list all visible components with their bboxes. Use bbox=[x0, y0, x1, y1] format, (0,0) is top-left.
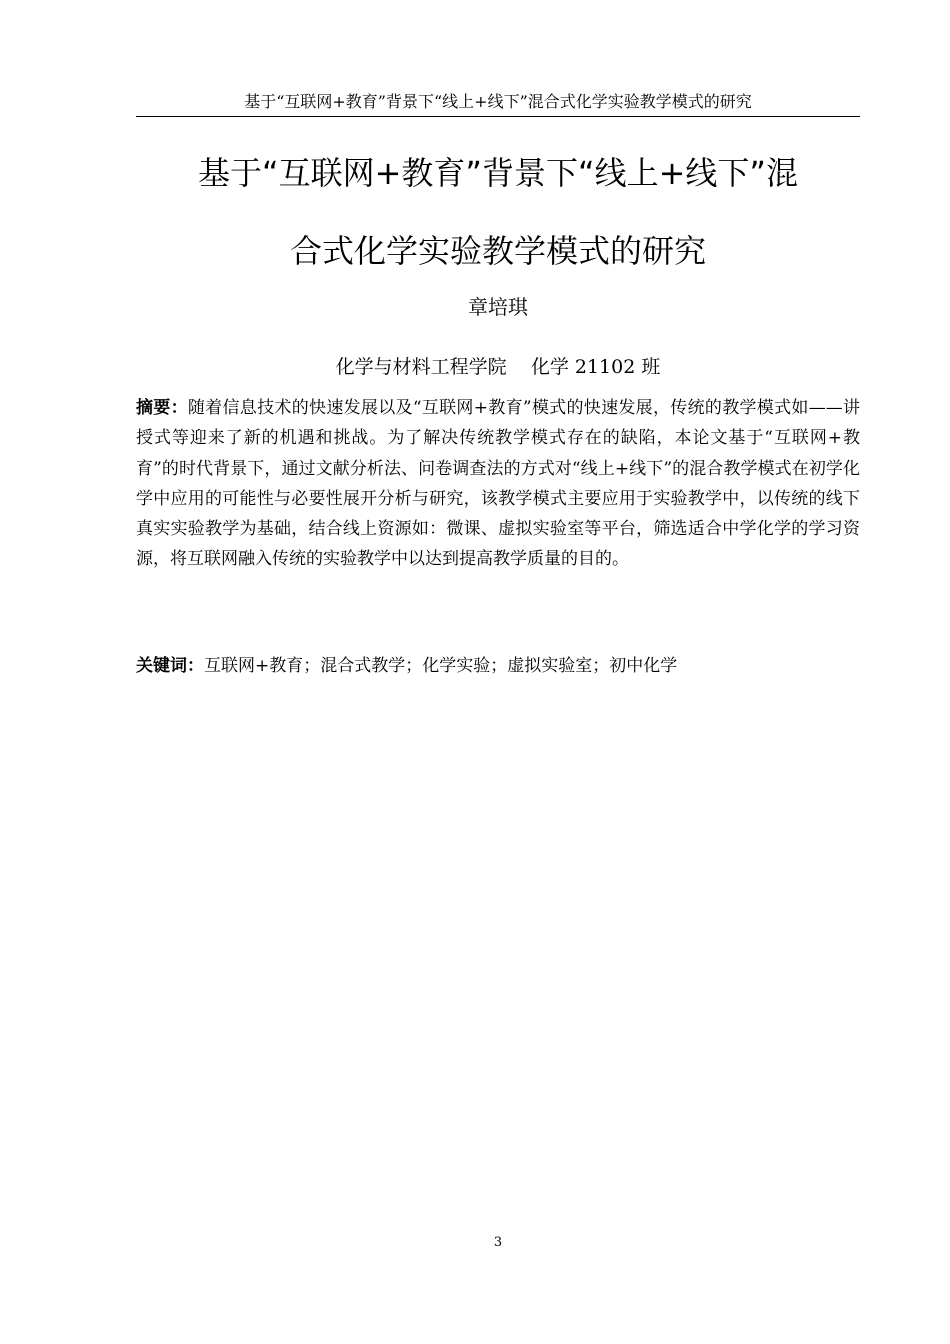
paper-title-line-1: 基于“互联网+教育”背景下“线上+线下”混 bbox=[198, 154, 798, 192]
author-affiliation: 化学与材料工程学院 化学 21102 班 bbox=[335, 356, 661, 378]
paper-title bbox=[120, 134, 876, 290]
abstract-text: 随着信息技术的快速发展以及“互联网+教育”模式的快速发展，传统的教学模式如——讲授式等迎来了新的机遇和挑战。为了解决传统教学模式存在的缺陷，本论文基于“互联网+教育”的时代背景下，通过文献分析法、问卷调查法的方式对“线上+线下”的混合教学模式在初学化学中应用的可能性与必要性展开分析与研究，该教学模式主要应用于实验教学中，以传统的线下真实实验教学为基础，结合线上资源如：微课、虚拟实验室等平台，筛选适合中学化学的学习资源，将互联网融入传统的实验教学中以达到提高教学质量的目的。 bbox=[136, 398, 861, 570]
keywords bbox=[136, 651, 860, 681]
author-name: 章培琪 bbox=[468, 295, 528, 319]
paper-title-line-2: 合式化学实验教学模式的研究 bbox=[289, 232, 706, 270]
keywords-label: 关键词： bbox=[136, 656, 204, 676]
keywords-text: 互联网+教育；混合式教学；化学实验；虚拟实验室；初中化学 bbox=[204, 656, 678, 676]
abstract bbox=[136, 393, 860, 575]
running-header: 基于“互联网+教育”背景下“线上+线下”混合式化学实验教学模式的研究 bbox=[136, 90, 860, 117]
page-number: 3 bbox=[493, 1235, 503, 1250]
abstract-label: 摘要： bbox=[136, 398, 188, 418]
